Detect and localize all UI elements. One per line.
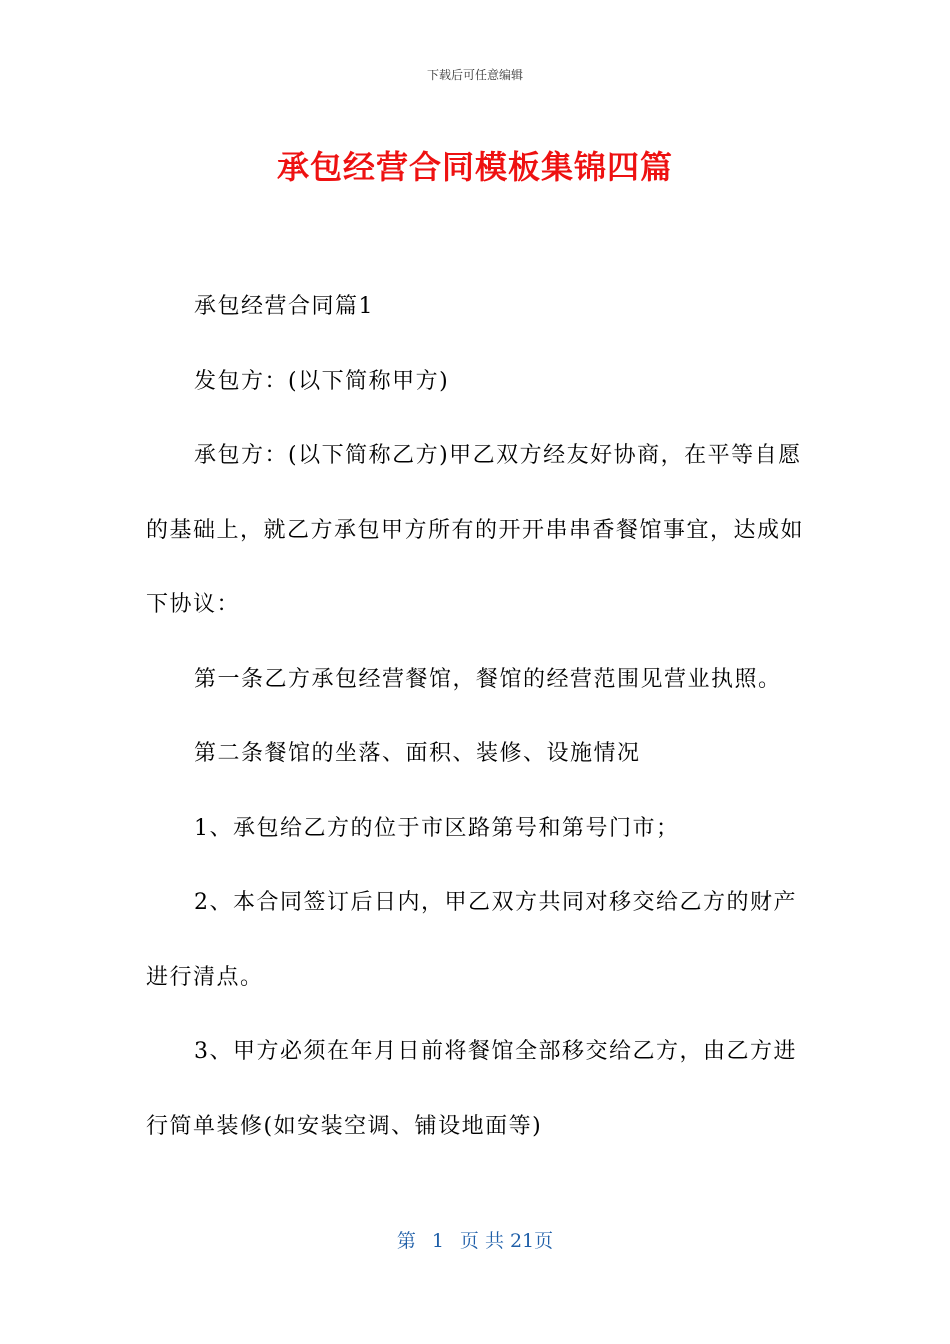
footer-middle: 页 共 <box>459 1230 504 1252</box>
paragraph: 第一条乙方承包经营餐馆，餐馆的经营范围见营业执照。 <box>194 666 782 692</box>
paragraph: 第二条餐馆的坐落、面积、装修、设施情况 <box>194 741 641 766</box>
document-title: 承包经营合同模板集锦四篇 <box>276 148 673 186</box>
footer-suffix: 页 <box>534 1230 554 1252</box>
page-footer <box>0 1226 950 1253</box>
paragraph: 承包方：(以下简称乙方)甲乙双方经友好协商，在平等自愿的基础上，就乙方承包甲方所有的开开串串香餐馆事宜，达成如下协议： <box>146 443 805 617</box>
paragraph: 3、甲方必须在年月日前将餐馆全部移交给乙方，由乙方进行简单装修(如安装空调、铺设地面等) <box>146 1039 797 1139</box>
document-body <box>146 270 806 1164</box>
paragraph: 承包经营合同篇1 <box>194 294 374 319</box>
header-note: 下载后可任意编辑 <box>426 68 523 82</box>
paragraph: 1、承包给乙方的位于市区路第号和第号门市； <box>194 815 680 841</box>
footer-prefix: 第 <box>396 1230 416 1252</box>
paragraph: 2、本合同签订后日内，甲乙双方共同对移交给乙方的财产进行清点。 <box>146 890 797 990</box>
paragraph: 发包方：(以下简称甲方) <box>194 368 450 394</box>
footer-total-pages: 21 <box>509 1230 535 1252</box>
footer-page-number: 1 <box>431 1230 444 1252</box>
